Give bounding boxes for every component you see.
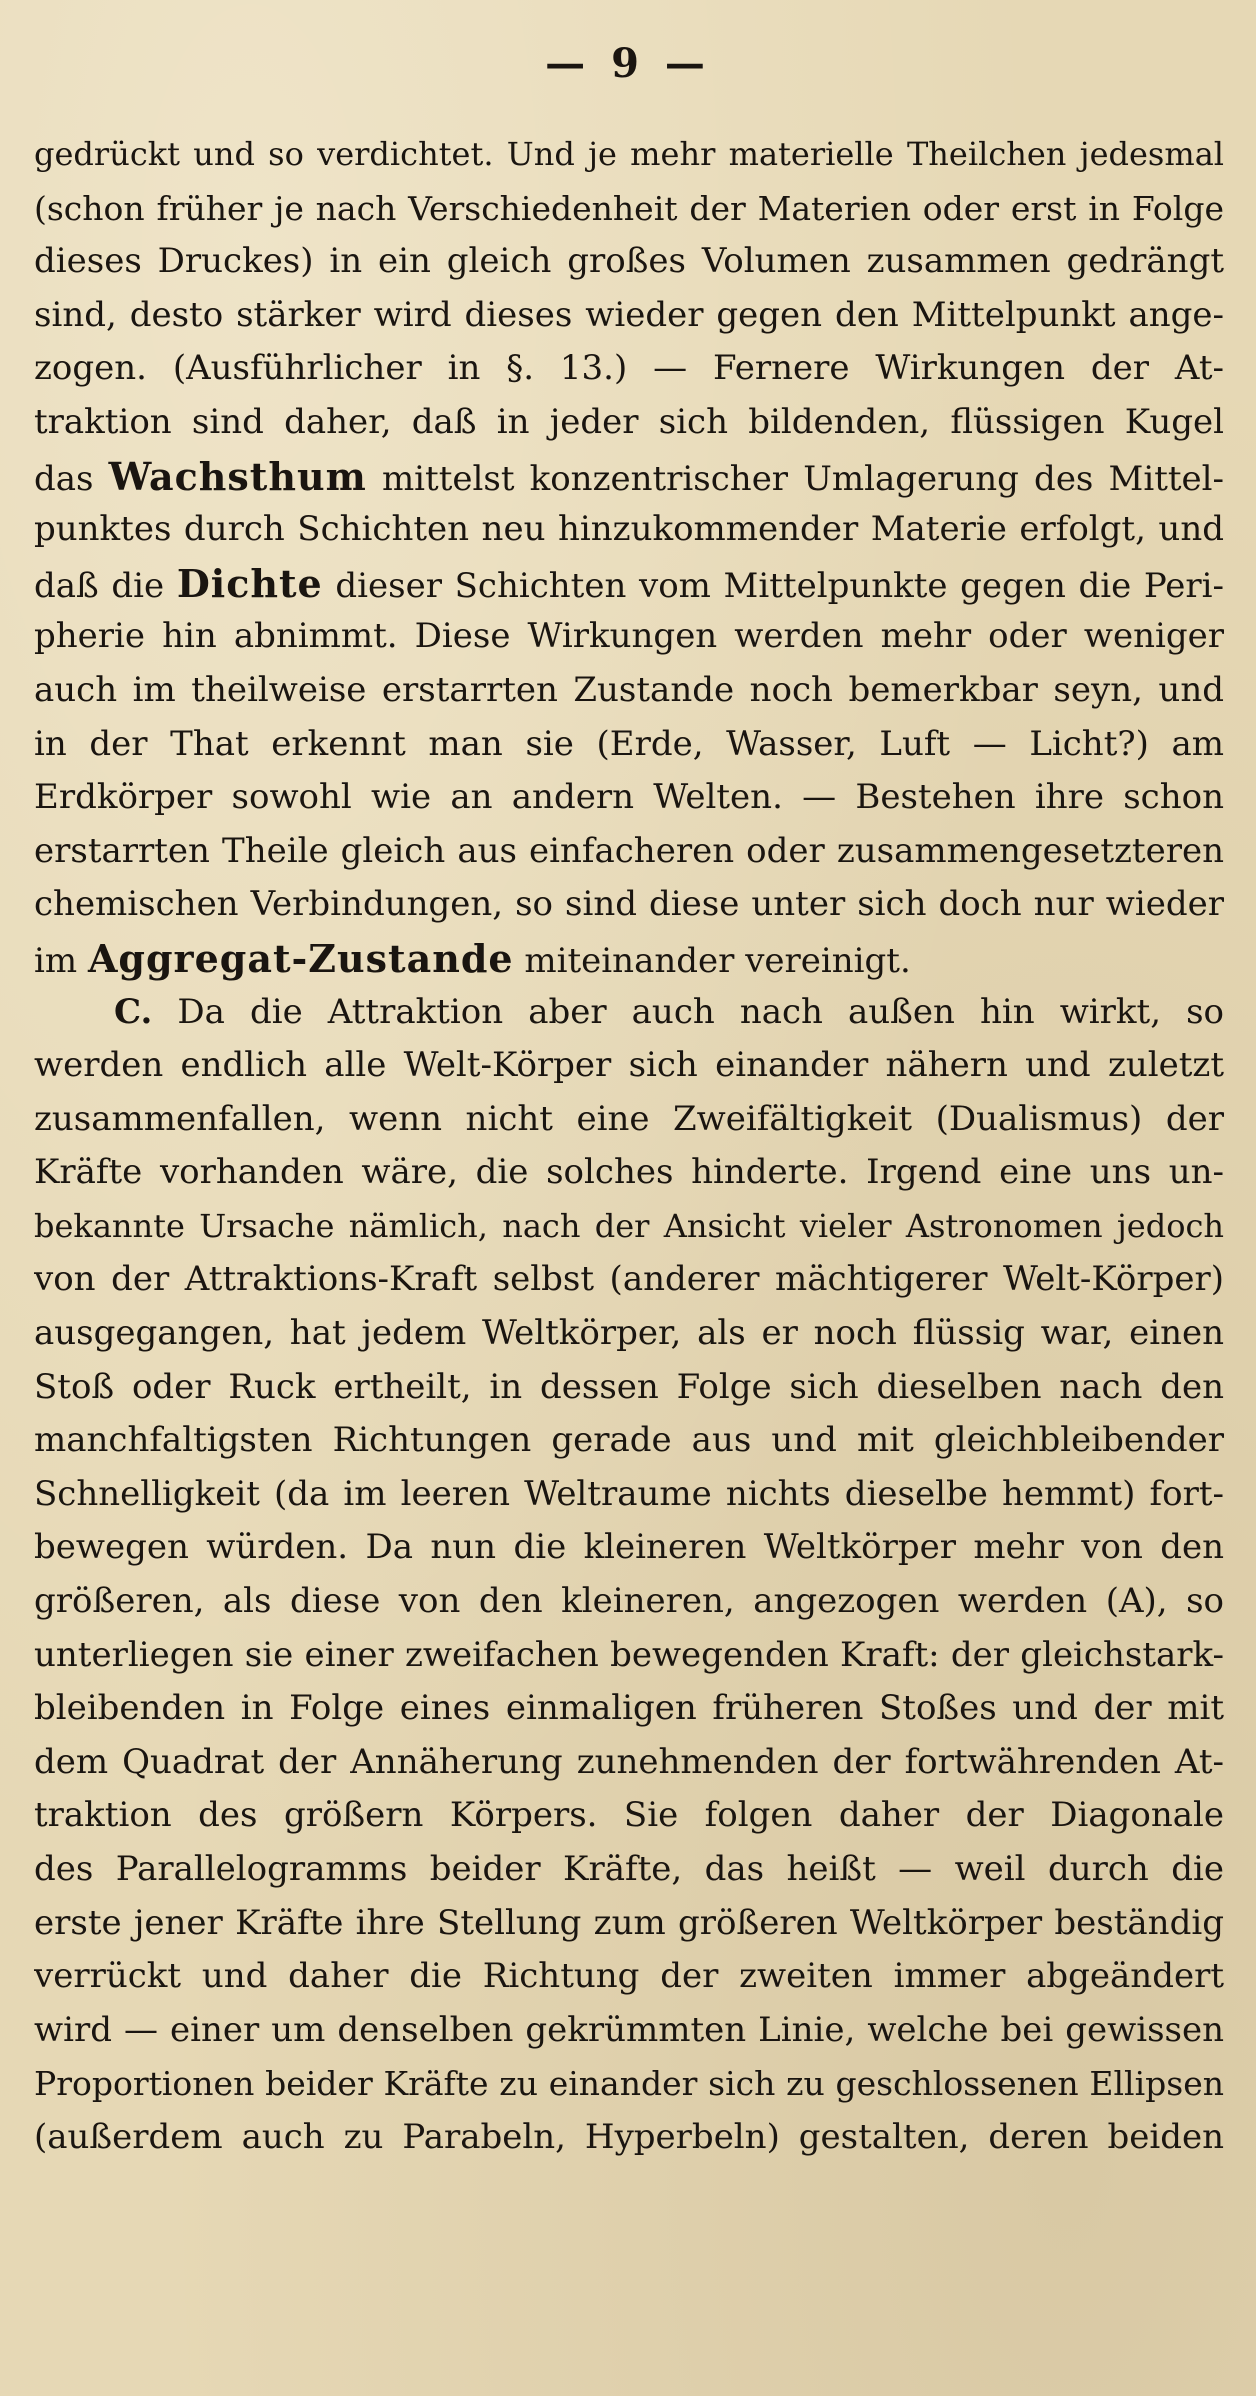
text-line: manchfaltigsten Richtungen gerade aus und mit gleichbleibender <box>34 1420 1224 1461</box>
text-line: ausgegangen, hat jedem Weltkörper, als er noch flüssig war, einen <box>34 1313 1224 1354</box>
paragraph-b-continuation <box>34 128 1224 986</box>
text-line: verrückt und daher die Richtung der zweiten immer abgeändert <box>34 1956 1224 1997</box>
text-line: werden endlich alle Welt-Körper sich einander nähern und zuletzt <box>34 1045 1224 1086</box>
section-label: C. <box>114 991 153 1032</box>
text-line: erstarrten Theile gleich aus einfacheren oder zusammengesetzteren <box>34 830 1224 871</box>
text-line <box>34 932 1224 986</box>
text-line: Kräfte vorhanden wäre, die solches hinderte. Irgend eine uns un- <box>34 1152 1224 1193</box>
body-text <box>34 128 1224 2165</box>
text-line: dieses Druckes) in ein gleich großes Volumen zusammen gedrängt <box>34 241 1224 282</box>
text-line: (schon früher je nach Verschiedenheit der Materien oder erst in Folge <box>34 188 1224 228</box>
text-line <box>34 986 1224 1040</box>
text-line: bleibenden in Folge eines einmaligen früheren Stoßes und der mit <box>34 1688 1224 1729</box>
line-text: dieser Schichten vom Mittelpunkte gegen die Peri- <box>335 565 1224 606</box>
text-line: gedrückt und so verdichtet. Und je mehr materielle Theilchen jedesmal <box>34 135 1224 173</box>
text-line: bewegen würden. Da nun die kleineren Weltkörper mehr von den <box>34 1527 1224 1568</box>
text-line: pherie hin abnimmt. Diese Wirkungen werden mehr oder weniger <box>34 616 1224 657</box>
text-line: in der That erkennt man sie (Erde, Wasser, Luft — Licht?) am <box>34 723 1224 764</box>
text-line: des Parallelogramms beider Kräfte, das heißt — weil durch die <box>34 1849 1224 1889</box>
emphasized-term-wachsthum: Wachsthum <box>108 453 367 499</box>
text-line: zogen. (Ausführlicher in §. 13.) — Fernere Wirkungen der At- <box>34 348 1224 389</box>
text-line: wird — einer um denselben gekrümmten Linie, welche bei gewissen <box>34 2009 1224 2050</box>
text-line: größeren, als diese von den kleineren, angezogen werden (A), so <box>34 1581 1224 1622</box>
text-line: zusammenfallen, wenn nicht eine Zweifältigkeit (Dualismus) der <box>34 1098 1224 1139</box>
text-line: traktion sind daher, daß in jeder sich bildenden, flüssigen Kugel <box>34 401 1224 442</box>
text-line: unterliegen sie einer zweifachen bewegenden Kraft: der gleichstark- <box>34 1634 1224 1675</box>
text-line: Proportionen beider Kräfte zu einander sich zu geschlossenen Ellipsen <box>34 2064 1224 2104</box>
paragraph-c <box>34 986 1224 2165</box>
text-line <box>34 557 1224 611</box>
text-line <box>34 450 1224 504</box>
text-line: sind, desto stärker wird dieses wieder gegen den Mittelpunkt ange- <box>34 294 1224 335</box>
line-text: mittelst konzentrischer Umlagerung des Mittel- <box>381 458 1224 499</box>
text-line: punktes durch Schichten neu hinzukommender Materie erfolgt, und <box>34 509 1224 550</box>
text-line: (außerdem auch zu Parabeln, Hyperbeln) gestalten, deren beiden <box>34 2116 1224 2157</box>
text-line: auch im theilweise erstarrten Zustande noch bemerkbar seyn, und <box>34 669 1224 710</box>
text-line: Erdkörper sowohl wie an andern Welten. — Bestehen ihre schon <box>34 777 1224 818</box>
text-line: Stoß oder Ruck ertheilt, in dessen Folge sich dieselben nach den <box>34 1366 1224 1407</box>
emphasized-term-dichte: Dichte <box>176 560 323 606</box>
text-line: erste jener Kräfte ihre Stellung zum größeren Weltkörper beständig <box>34 1902 1224 1943</box>
text-line: chemischen Verbindungen, so sind diese unter sich doch nur wieder <box>34 884 1224 925</box>
text-line: traktion des größern Körpers. Sie folgen daher der Diagonale <box>34 1795 1224 1836</box>
line-text: daß die <box>34 565 165 606</box>
line-text: miteinander vereinigt. <box>524 940 911 981</box>
line-text: das <box>34 458 94 499</box>
line-text: Da die Attraktion aber auch nach außen hin wirkt, so <box>177 991 1224 1032</box>
text-line: dem Quadrat der Annäherung zunehmenden der fortwährenden At- <box>34 1741 1224 1782</box>
text-line: bekannte Ursache nämlich, nach der Ansicht vieler Astronomen jedoch <box>34 1206 1224 1245</box>
text-line: von der Attraktions-Kraft selbst (anderer mächtigerer Welt-Körper) <box>34 1259 1224 1300</box>
text-line: Schnelligkeit (da im leeren Weltraume nichts dieselbe hemmt) fort- <box>34 1473 1224 1514</box>
line-text: im <box>34 940 78 981</box>
page-number: — 9 — <box>545 40 711 87</box>
emphasized-term-aggregat-zustande: Aggregat-Zustande <box>87 935 514 981</box>
